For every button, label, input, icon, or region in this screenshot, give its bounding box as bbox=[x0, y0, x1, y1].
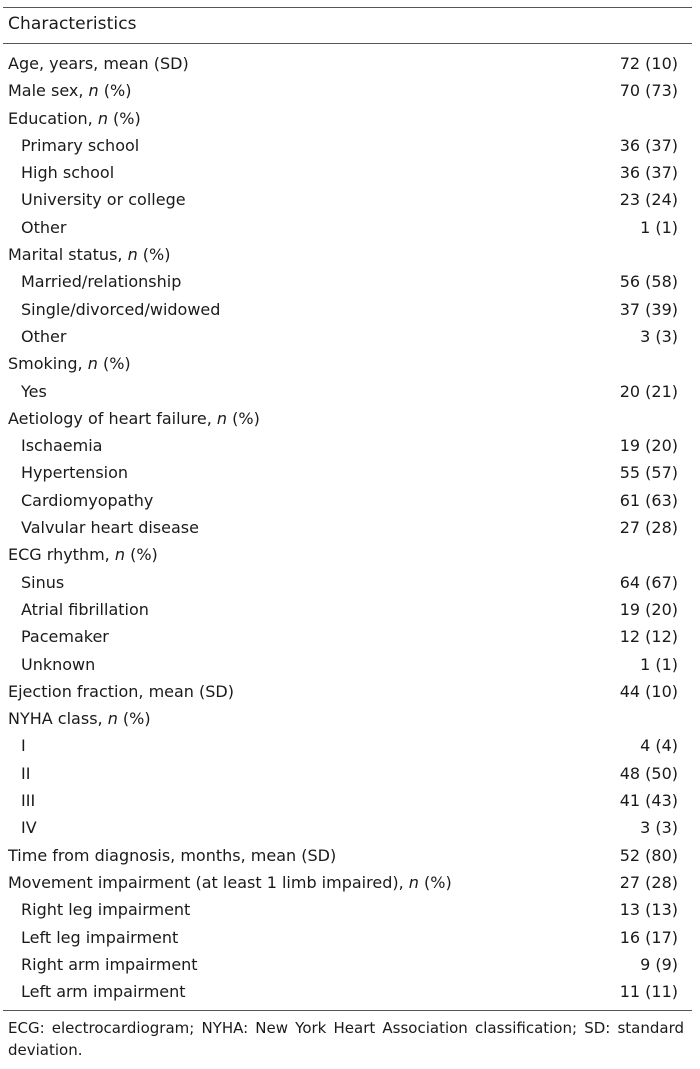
row-label bbox=[21, 487, 153, 514]
row-label-italic: n bbox=[88, 81, 99, 101]
table-row bbox=[3, 705, 692, 732]
row-value: 61 (63) bbox=[619, 490, 678, 510]
row-label bbox=[21, 214, 66, 241]
row-label-suffix: (%) bbox=[418, 872, 452, 892]
row-label-text: Unknown bbox=[21, 654, 96, 674]
row-label bbox=[8, 241, 171, 268]
table-row bbox=[3, 842, 692, 869]
row-value: 27 (28) bbox=[619, 518, 678, 538]
row-label-suffix: (%) bbox=[227, 408, 260, 428]
table-row bbox=[3, 296, 692, 323]
table-row bbox=[3, 514, 692, 541]
table-row bbox=[3, 241, 692, 268]
row-value: 41 (43) bbox=[619, 791, 678, 811]
row-label bbox=[21, 459, 128, 486]
row-label-italic: n bbox=[87, 354, 98, 374]
table-row bbox=[3, 405, 692, 432]
row-label bbox=[21, 159, 114, 186]
row-label bbox=[8, 705, 151, 732]
row-label-text: IV bbox=[21, 818, 37, 838]
row-label-suffix: (%) bbox=[97, 354, 131, 374]
table-row bbox=[3, 541, 692, 568]
row-label-text: Left leg impairment bbox=[21, 927, 179, 947]
row-label bbox=[8, 350, 131, 377]
row-label bbox=[21, 323, 66, 350]
row-value: 52 (80) bbox=[619, 845, 678, 865]
row-label-text: II bbox=[21, 763, 31, 783]
row-label bbox=[8, 869, 452, 896]
row-label-text: Single/divorced/widowed bbox=[21, 299, 221, 319]
table-row bbox=[3, 132, 692, 159]
row-label bbox=[8, 105, 141, 132]
table-row bbox=[3, 459, 692, 486]
row-value: 72 (10) bbox=[619, 54, 678, 73]
table-row bbox=[3, 432, 692, 459]
row-label-text: Time from diagnosis, months, mean (SD) bbox=[8, 845, 337, 865]
row-label bbox=[21, 978, 186, 1005]
row-label-suffix: (%) bbox=[124, 545, 158, 565]
row-label-text: Right arm impairment bbox=[21, 954, 198, 974]
row-label-italic: n bbox=[216, 408, 228, 428]
table-row bbox=[3, 651, 692, 678]
row-value: 19 (20) bbox=[619, 599, 678, 619]
row-label-text: ECG rhythm, bbox=[8, 545, 115, 565]
table-row bbox=[3, 596, 692, 623]
row-label-text: Other bbox=[21, 217, 67, 237]
row-label-text: Married/relationship bbox=[21, 272, 182, 292]
table-row bbox=[3, 869, 692, 896]
row-label-text: Age, years, mean (SD) bbox=[8, 54, 189, 73]
table-row bbox=[3, 623, 692, 650]
row-label-text: University or college bbox=[21, 190, 186, 210]
table-row bbox=[3, 378, 692, 405]
row-label-italic: n bbox=[114, 545, 125, 565]
table-body bbox=[3, 50, 692, 1005]
row-label-text: NYHA class, bbox=[8, 709, 108, 729]
row-value: 20 (21) bbox=[619, 381, 678, 401]
row-label bbox=[21, 760, 30, 787]
table-top-rule bbox=[3, 7, 692, 8]
row-label bbox=[21, 814, 37, 841]
row-value: 36 (37) bbox=[619, 163, 678, 183]
table-header-characteristics: Characteristics bbox=[8, 14, 137, 34]
row-label-text: I bbox=[21, 736, 26, 756]
row-label-text: Marital status, bbox=[8, 245, 128, 265]
row-value: 3 (3) bbox=[640, 818, 678, 838]
row-label-text: Atrial fibrillation bbox=[21, 599, 149, 619]
table-row bbox=[3, 323, 692, 350]
row-value: 56 (58) bbox=[619, 272, 678, 292]
table-row bbox=[3, 268, 692, 295]
row-label-text: Movement impairment (at least 1 limb impaired), bbox=[8, 872, 409, 892]
row-label bbox=[8, 541, 158, 568]
row-value: 44 (10) bbox=[619, 681, 678, 701]
row-value: 64 (67) bbox=[619, 572, 678, 592]
table-row bbox=[3, 487, 692, 514]
row-label-italic: n bbox=[127, 245, 138, 265]
row-label-text: Left arm impairment bbox=[21, 982, 186, 1002]
row-label-text: Male sex, bbox=[8, 81, 89, 101]
table-row bbox=[3, 732, 692, 759]
row-label bbox=[21, 432, 102, 459]
table-row bbox=[3, 951, 692, 978]
row-label-text: Ejection fraction, mean (SD) bbox=[8, 681, 234, 701]
row-label bbox=[21, 623, 109, 650]
row-label bbox=[21, 132, 139, 159]
row-label-italic: n bbox=[97, 108, 108, 128]
row-label bbox=[21, 268, 181, 295]
table-row bbox=[3, 159, 692, 186]
row-value: 4 (4) bbox=[640, 736, 678, 756]
row-label bbox=[21, 378, 47, 405]
row-label-text: Hypertension bbox=[21, 463, 129, 483]
row-label-suffix: (%) bbox=[117, 709, 151, 729]
table-row bbox=[3, 760, 692, 787]
table-row bbox=[3, 678, 692, 705]
row-label-text: Aetiology of heart failure, bbox=[8, 408, 217, 428]
row-label bbox=[21, 924, 178, 951]
row-label-italic: n bbox=[408, 872, 419, 892]
row-label-text: III bbox=[21, 791, 36, 811]
row-label bbox=[8, 678, 234, 705]
table-row bbox=[3, 978, 692, 1005]
row-label-text: Education, bbox=[8, 108, 98, 128]
table-row bbox=[3, 105, 692, 132]
row-value: 11 (11) bbox=[619, 982, 678, 1002]
row-value: 23 (24) bbox=[619, 190, 678, 210]
row-label bbox=[21, 896, 190, 923]
row-value: 55 (57) bbox=[619, 463, 678, 483]
row-value: 70 (73) bbox=[619, 81, 678, 101]
row-value: 9 (9) bbox=[640, 954, 678, 974]
row-value: 16 (17) bbox=[619, 927, 678, 947]
table-header-rule bbox=[3, 43, 692, 44]
row-value: 3 (3) bbox=[640, 326, 678, 346]
table-row bbox=[3, 924, 692, 951]
row-label bbox=[21, 186, 186, 213]
row-label bbox=[21, 514, 199, 541]
row-value: 13 (13) bbox=[619, 900, 678, 920]
row-value: 37 (39) bbox=[619, 299, 678, 319]
row-label bbox=[8, 842, 336, 869]
table-row bbox=[3, 77, 692, 104]
row-label-suffix: (%) bbox=[137, 245, 171, 265]
row-label bbox=[21, 651, 95, 678]
row-label bbox=[8, 77, 131, 104]
row-label-text: Primary school bbox=[21, 135, 140, 155]
table-bottom-rule bbox=[3, 1010, 692, 1011]
row-label-text: Pacemaker bbox=[21, 627, 109, 647]
row-label-text: Yes bbox=[21, 381, 47, 401]
table-row bbox=[3, 186, 692, 213]
row-value: 19 (20) bbox=[619, 436, 678, 456]
table-row bbox=[3, 787, 692, 814]
row-label-text: Other bbox=[21, 326, 67, 346]
row-label-text: Smoking, bbox=[8, 354, 88, 374]
row-label bbox=[21, 596, 149, 623]
row-label bbox=[21, 296, 220, 323]
row-label-text: High school bbox=[21, 163, 115, 183]
row-value: 27 (28) bbox=[619, 872, 678, 892]
row-label-text: Cardiomyopathy bbox=[21, 490, 154, 510]
row-label-text: Sinus bbox=[21, 572, 65, 592]
row-value: 48 (50) bbox=[619, 763, 678, 783]
row-label-text: Valvular heart disease bbox=[21, 518, 199, 538]
row-value: 36 (37) bbox=[619, 135, 678, 155]
row-label bbox=[8, 405, 260, 432]
table-row bbox=[3, 814, 692, 841]
row-label bbox=[8, 50, 189, 77]
row-label-suffix: (%) bbox=[107, 108, 141, 128]
row-label bbox=[21, 569, 64, 596]
row-value: 1 (1) bbox=[640, 654, 678, 674]
row-value: 1 (1) bbox=[640, 217, 678, 237]
table-row bbox=[3, 896, 692, 923]
row-label-italic: n bbox=[107, 709, 118, 729]
row-value: 12 (12) bbox=[619, 627, 678, 647]
row-label-text: Right leg impairment bbox=[21, 900, 191, 920]
row-label-text: Ischaemia bbox=[21, 436, 103, 456]
table-row bbox=[3, 214, 692, 241]
row-label bbox=[21, 951, 198, 978]
table-row bbox=[3, 50, 692, 77]
row-label bbox=[21, 787, 35, 814]
row-label bbox=[21, 732, 26, 759]
table-row bbox=[3, 350, 692, 377]
table-footnote: ECG: electrocardiogram; NYHA: New York Heart Association classification; SD: standard deviation. bbox=[8, 1019, 684, 1059]
table-row bbox=[3, 569, 692, 596]
row-label-suffix: (%) bbox=[98, 81, 132, 101]
